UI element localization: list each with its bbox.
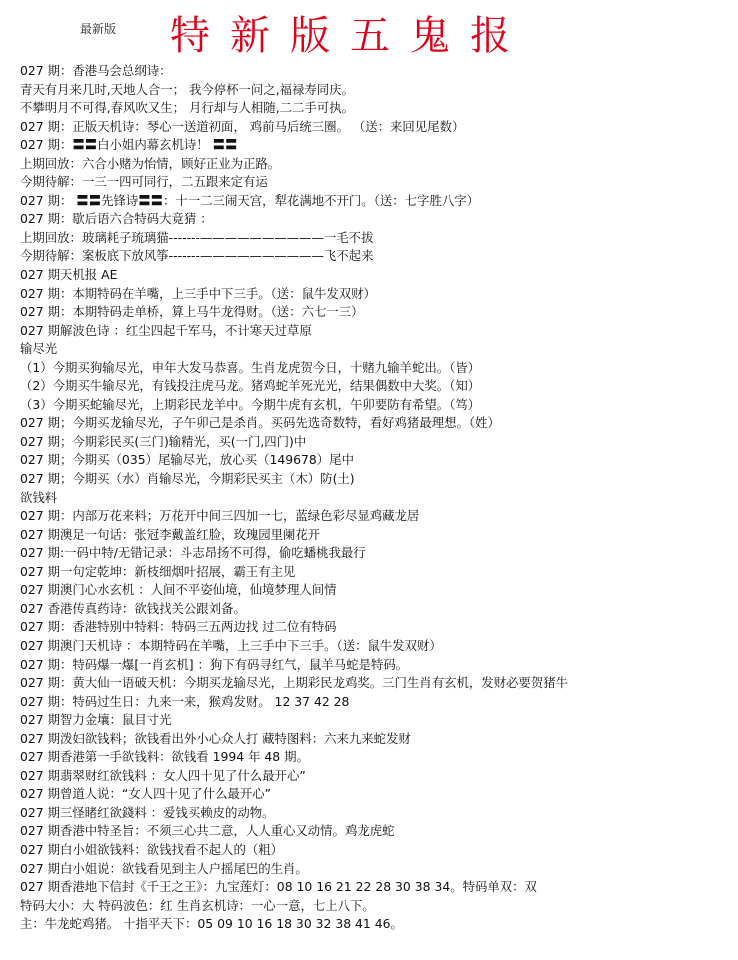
text-line: 今期待解：案板底下放风筝-------——————————飞不起来	[20, 248, 374, 264]
text-line: 027 期智力金壤：鼠目寸光	[20, 712, 172, 728]
text-line: （1）今期买狗输尽光，申年大发马恭喜。生肖龙虎贺今日，十赌九输羊蛇出。（皆）	[20, 359, 481, 375]
edition-label: 最新版	[80, 22, 117, 36]
text-line: 027 期泼妇欲钱料；欲钱看出外小心众人打 藏特图料：六来九来蛇发财	[20, 730, 411, 746]
text-line: 上期回放：六合小赌为怡情，顾好正业为正路。	[20, 155, 281, 171]
text-line: 027 期：特码爆一爆[一肖玄机] ：狗下有码寻红气，鼠羊马蛇是特码。	[20, 656, 409, 672]
text-line: 输尽光	[20, 341, 58, 357]
text-line: 主：牛龙蛇鸡猪。 十指平天下：05 09 10 16 18 30 32 38 41 46。	[20, 916, 403, 932]
text-line: 027 期：香港特别中特料：特码三五两边找 过二位有特码	[20, 619, 337, 635]
text-line: 027 期翡翠财红欲钱料 ：女人四十见了什么最开心”	[20, 767, 306, 783]
text-line: 青天有月来几时,天地人合一； 我今停杯一问之,福禄寿同庆。	[20, 81, 354, 97]
text-line: 027 期；今期买（水）肖输尽光，今期彩民买主（木）防(土)	[20, 471, 355, 487]
text-line: 027 期曾道人说：“女人四十见了什么最开心”	[20, 786, 272, 802]
text-line: 027 期：本期特码走单桥，算上马牛龙得财。（送：六七一三）	[20, 304, 364, 320]
page-title: 特新版五鬼报	[170, 13, 530, 59]
text-line: 027 期澳足一句话：张冠李戴盖红脸，玫瑰园里阑花开	[20, 526, 321, 542]
text-line: 027 期香港中特圣旨：不须三心共二意，人人重心又动情。鸡龙虎蛇	[20, 823, 395, 839]
text-line: （3）今期买蛇输尽光，上期彩民龙羊中。今期牛虎有玄机，午卯要防有希望。（笃）	[20, 396, 481, 412]
text-line: 027 期白小姐说：欲钱看见到主人户摇尾巴的生肖。	[20, 860, 308, 876]
text-line: 027 期白小姐欲钱料：欲钱找看不起人的（粗）	[20, 841, 284, 857]
text-line: 027 期；今期买龙输尽光，子午卯己是杀肖。买码先选奇数特，看好鸡猪最理想。（姓）	[20, 415, 500, 431]
text-line: 上期回放：玻璃耗子琉璃猫-------——————————一毛不拔	[20, 229, 374, 245]
text-line: 027 期：黄大仙一语破天机：今期买龙输尽光，上期彩民龙鸡奖。三门生肖有玄机，发财必要贺猪牛	[20, 675, 568, 691]
content-body	[20, 62, 732, 934]
text-line: 027 期天机报 AE	[20, 267, 118, 283]
text-line: 027 期：歇后语六合特码大竟猜 ：	[20, 211, 213, 227]
text-line: 027 期澳门心水玄机 ：人间不平姿仙境，仙境梦理人间情	[20, 582, 337, 598]
text-line: 027 期：香港马会总纲诗：	[20, 63, 172, 78]
text-line: 不攀明月不可得,春风吹又生； 月行却与人相随,二二手可执。	[20, 100, 354, 116]
text-line: 027 期：特码过生日：九来一来，猴鸡发财。 12 37 42 28	[20, 693, 350, 709]
text-line: 特码大小：大 特码波色：红 生肖玄机诗：一心一意，七上八下。	[20, 897, 375, 913]
text-line: 027 期三怪睹红欲錢料 ：爱钱买赖皮的动物。	[20, 804, 275, 820]
text-line: 027 期一句定乾坤：新枝细烟叶招展，霸王有主见	[20, 563, 296, 579]
text-line: 027 期香港第一手欲钱料：欲钱看 1994 年 48 期。	[20, 749, 309, 765]
text-line: 027 期；今期买（035）尾输尽光，放心买（149678）尾中	[20, 452, 354, 468]
text-line: 027 期：内部万花来料；万花开中间三四加一七，蓝绿色彩尽显鸡藏龙居	[20, 508, 420, 524]
text-line: 027 期：本期特码在羊嘴，上三手中下三手。（送：鼠牛发双财）	[20, 285, 376, 301]
text-line: 027 期： 〓〓先锋诗〓〓：十一二三闹天宫，犁花满地不开门。（送：七字胜八字）	[20, 192, 479, 208]
text-line: 027 香港传真药诗：欲钱找关公跟刘备。	[20, 600, 246, 616]
text-line: 027 期香港地下信封《千王之王》：九宝莲灯：08 10 16 21 22 28 30 38 34。特码单双：双	[20, 879, 537, 895]
text-line: 027 期:一码中特/无错记录：斗志昂扬不可得，偷吃蟠桃我最行	[20, 545, 366, 561]
text-line: 027 期：正版天机诗：琴心一送道初面， 鸡前马后统三圈。 （送：来回见尾数）	[20, 118, 465, 134]
header	[0, 0, 738, 62]
text-line: 027 期；今期彩民买(三门)输精光，买(一门,四门)中	[20, 433, 307, 449]
text-line: 今期待解：一三一四可同行，二五跟来定有运	[20, 174, 268, 190]
text-line: 欲钱料	[20, 489, 58, 505]
text-line: 027 期解波色诗 ：红尘四起千军马，不计寒天过草原	[20, 322, 312, 338]
text-line: 027 期：〓〓白小姐内幕玄机诗！ 〓〓	[20, 137, 238, 153]
text-line: 027 期澳门天机诗 ：本期特码在羊嘴，上三手中下三手。（送：鼠牛发双财）	[20, 637, 442, 653]
text-line: （2）今期买牛输尽光，有钱投注虎马龙。猪鸡蛇羊死光光，结果偶数中大奖。（知）	[20, 378, 481, 394]
